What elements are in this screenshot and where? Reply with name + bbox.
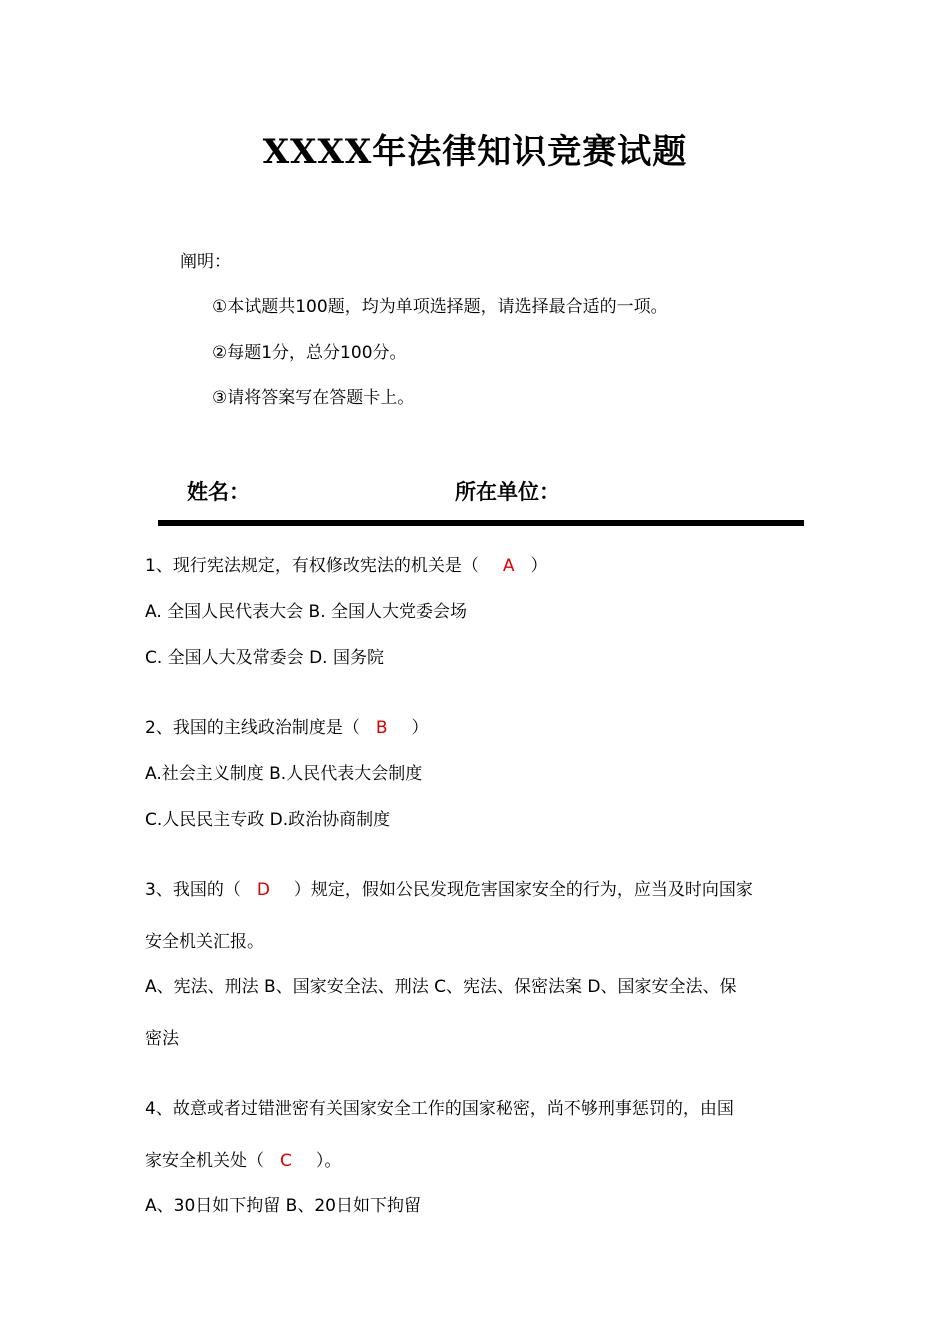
unit-field-label: 所在单位：	[455, 480, 560, 504]
question-3-stem-continued: 安全机关汇报。	[145, 932, 264, 952]
note-item: ②每题1分，总分100分。	[212, 343, 407, 363]
question-2-option-line: C.人民民主专政 D.政治协商制度	[145, 810, 391, 830]
question-1-answer: A	[502, 556, 515, 576]
question-1-option-line: C. 全国人大及常委会 D. 国务院	[145, 648, 384, 668]
question-4-stem: 4、故意或者过错泄密有关国家安全工作的国家秘密，尚不够刑事惩罚的，由国	[145, 1099, 734, 1119]
question-1-option-line: A. 全国人民代表大会 B. 全国人大党委会场	[145, 602, 468, 622]
question-3-option-line: A、宪法、刑法 B、国家安全法、刑法 C、宪法、保密法案 D、国家安全法、保	[145, 977, 737, 997]
question-3-stem	[145, 875, 753, 900]
question-stem-text: ）	[530, 556, 548, 576]
question-stem-text: ）。	[315, 1151, 342, 1171]
document-title: XXXX年法律知识竞赛试题	[262, 132, 688, 172]
question-stem-text: 1、现行宪法规定，有权修改宪法的机关是（	[145, 556, 479, 576]
question-stem-text: ）规定，假如公民发现危害国家安全的行为，应当及时向国家	[293, 880, 753, 900]
header-divider	[158, 520, 804, 526]
question-4-stem-continued	[145, 1146, 341, 1171]
note-item: ①本试题共100题，均为单项选择题，请选择最合适的一项。	[212, 297, 668, 317]
question-stem-text: 家安全机关处（	[145, 1151, 264, 1171]
question-1-stem	[145, 551, 547, 576]
question-stem-text: ）	[411, 718, 429, 738]
question-2-stem	[145, 713, 429, 738]
question-2-option-line: A.社会主义制度 B.人民代表大会制度	[145, 764, 423, 784]
note-item: ③请将答案写在答题卡上。	[212, 388, 415, 408]
name-field-label: 姓名：	[187, 480, 250, 504]
question-stem-text: 2、我国的主线政治制度是（	[145, 718, 360, 738]
question-2-answer: B	[375, 718, 388, 738]
question-3-option-line: 密法	[145, 1029, 179, 1049]
notes-label: 阐明：	[180, 252, 231, 272]
question-3-answer: D	[256, 880, 270, 900]
question-4-option-line: A、30日如下拘留 B、20日如下拘留	[145, 1196, 421, 1216]
question-stem-text: 3、我国的（	[145, 880, 241, 900]
question-4-answer: C	[280, 1151, 292, 1171]
